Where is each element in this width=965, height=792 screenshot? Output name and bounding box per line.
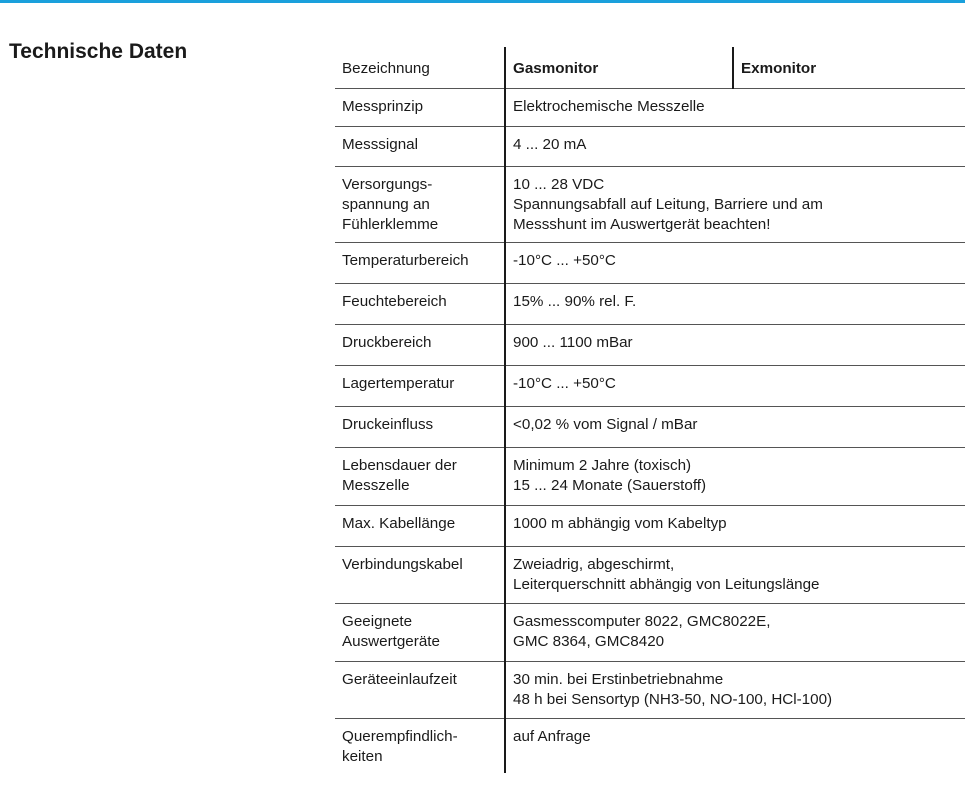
header-col2-cell: [733, 47, 965, 88]
row-label: Geeignete: [342, 612, 413, 630]
row-label: Max. Kabellänge: [342, 514, 456, 532]
row-value: auf Anfrage: [513, 727, 591, 745]
row-label-cell: [335, 365, 505, 406]
row-label: Lagertemperatur: [342, 374, 455, 392]
table-header-row: [335, 47, 965, 88]
row-value: 48 h bei Sensortyp (NH3-50, NO-100, HCl-100): [513, 690, 833, 708]
row-label-cell: [335, 718, 505, 773]
row-value-cell: [505, 242, 965, 283]
row-value: 10 ... 28 VDC: [513, 175, 605, 193]
row-label-cell: [335, 166, 505, 242]
row-value-cell: [505, 406, 965, 447]
row-label: Versorgungs-: [342, 175, 433, 193]
row-value: Gasmesscomputer 8022, GMC8022E,: [513, 612, 771, 630]
row-label-cell: [335, 661, 505, 718]
table-row: [335, 365, 965, 406]
row-value: Minimum 2 Jahre (toxisch): [513, 456, 692, 474]
table-row: [335, 126, 965, 166]
row-value-cell: [505, 447, 965, 505]
row-value-cell: [505, 88, 965, 126]
table-row: [335, 283, 965, 324]
row-value: Zweiadrig, abgeschirmt,: [513, 555, 675, 573]
row-label: spannung an: [342, 195, 430, 213]
row-label-cell: [335, 546, 505, 603]
table-row: [335, 505, 965, 546]
row-label: Geräteeinlaufzeit: [342, 670, 457, 688]
table-row: [335, 242, 965, 283]
table-row: [335, 546, 965, 603]
row-value: 4 ... 20 mA: [513, 135, 587, 153]
table-row: [335, 406, 965, 447]
row-label-cell: [335, 88, 505, 126]
header-label: Bezeichnung: [342, 60, 430, 77]
row-value: 30 min. bei Erstinbetriebnahme: [513, 670, 724, 688]
row-label: Querempfindlich-: [342, 727, 458, 745]
table-row: [335, 88, 965, 126]
table-row: [335, 447, 965, 505]
row-value: 1000 m abhängig vom Kabeltyp: [513, 514, 727, 532]
row-value: Spannungsabfall auf Leitung, Barriere und am: [513, 195, 823, 213]
row-value: Messshunt im Auswertgerät beachten!: [513, 215, 771, 233]
row-label-cell: [335, 505, 505, 546]
row-value-cell: [505, 661, 965, 718]
row-value-cell: [505, 126, 965, 166]
row-label-cell: [335, 447, 505, 505]
table-row: [335, 166, 965, 242]
row-label-cell: [335, 242, 505, 283]
row-value: Leiterquerschnitt abhängig von Leitungslänge: [513, 575, 820, 593]
row-value-cell: [505, 324, 965, 365]
row-label: Auswertgeräte: [342, 632, 440, 650]
row-label: Messprinzip: [342, 97, 424, 115]
row-value: Elektrochemische Messzelle: [513, 97, 705, 115]
header-gasmonitor: Gasmonitor: [513, 60, 599, 77]
table-row: [335, 603, 965, 661]
row-value: 15% ... 90% rel. F.: [513, 292, 637, 310]
row-label: Druckbereich: [342, 333, 432, 351]
row-label-cell: [335, 324, 505, 365]
row-value-cell: [505, 718, 965, 773]
table-row: [335, 324, 965, 365]
row-label: Verbindungskabel: [342, 555, 463, 573]
spec-table: [335, 47, 965, 773]
table-row: [335, 718, 965, 773]
row-label: Messzelle: [342, 476, 410, 494]
row-label: Feuchtebereich: [342, 292, 447, 310]
row-label: Messsignal: [342, 135, 418, 153]
row-value-cell: [505, 283, 965, 324]
row-label-cell: [335, 126, 505, 166]
table-row: [335, 661, 965, 718]
row-label-cell: [335, 283, 505, 324]
row-label: Temperaturbereich: [342, 251, 469, 269]
row-label: Druckeinfluss: [342, 415, 434, 433]
row-value: -10°C ... +50°C: [513, 251, 616, 269]
row-label-cell: [335, 603, 505, 661]
row-value: GMC 8364, GMC8420: [513, 632, 665, 650]
row-value-cell: [505, 166, 965, 242]
row-value-cell: [505, 546, 965, 603]
row-value: -10°C ... +50°C: [513, 374, 616, 392]
row-label: Lebensdauer der: [342, 456, 457, 474]
row-value: <0,02 % vom Signal / mBar: [513, 415, 698, 433]
row-value: 15 ... 24 Monate (Sauerstoff): [513, 476, 707, 494]
row-label: Fühlerklemme: [342, 215, 439, 233]
row-value-cell: [505, 603, 965, 661]
header-col1-cell: [505, 47, 733, 88]
row-value-cell: [505, 365, 965, 406]
row-label: keiten: [342, 747, 383, 765]
header-exmonitor: Exmonitor: [741, 60, 817, 77]
section-title: Technische Daten: [9, 40, 188, 63]
row-value: 900 ... 1100 mBar: [513, 333, 633, 351]
row-label-cell: [335, 406, 505, 447]
top-accent-rule: [0, 0, 965, 3]
header-label-cell: [335, 47, 505, 88]
row-value-cell: [505, 505, 965, 546]
